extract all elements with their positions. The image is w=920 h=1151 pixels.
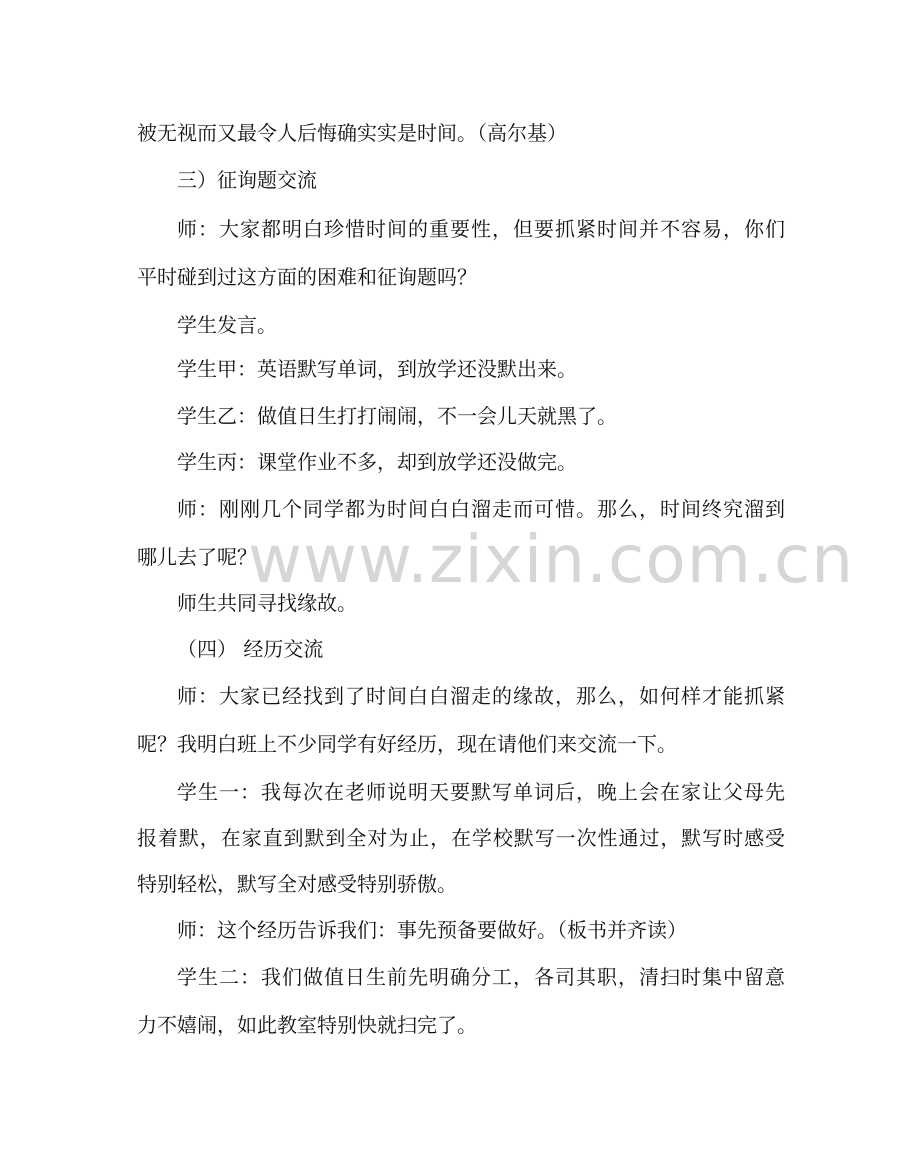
text-line: 学生发言。 [177, 313, 277, 337]
text-line: 师：大家已经找到了时间白白溜走的缘故，那么，如何样才能抓紧 [177, 684, 785, 708]
text-line: 报着默，在家直到默到全对为止，在学校默写一次性通过，默写时感受 [137, 826, 785, 850]
text-line: 被无视而又最令人后悔确实实是时间。（高尔基） [137, 121, 567, 145]
text-line: 力不嬉闹，如此教室特别快就扫完了。 [137, 1013, 477, 1037]
text-line: 学生二：我们做值日生前先明确分工，各司其职，清扫时集中留意 [177, 965, 785, 989]
text-line: 哪儿去了呢？ [137, 545, 257, 569]
text-line: 师：这个经历告诉我们：事先预备要做好。（板书并齐读） [177, 918, 687, 942]
text-line: 特别轻松，默写全对感受特别骄傲。 [137, 872, 457, 896]
text-line: 师生共同寻找缘故。 [177, 591, 357, 615]
text-line: 学生一：我每次在老师说明天要默写单词后，晚上会在家让父母先 [177, 780, 785, 804]
section-heading: （四） 经历交流 [177, 637, 324, 661]
text-line: 平时碰到过这方面的困难和征询题吗？ [137, 265, 477, 289]
text-line: 师：刚刚几个同学都为时间白白溜走而可惜。那么，时间终究溜到 [177, 497, 785, 521]
text-line: 呢？我明白班上不少同学有好经历，现在请他们来交流一下。 [137, 732, 677, 756]
text-line: 师：大家都明白珍惜时间的重要性，但要抓紧时间并不容易，你们 [177, 217, 785, 241]
text-line: 学生丙：课堂作业不多，却到放学还没做完。 [177, 450, 577, 474]
watermark: www.zixin.com.cn [248, 521, 855, 598]
text-line: 学生甲：英语默写单词，到放学还没默出来。 [177, 357, 577, 381]
text-line: 学生乙：做值日生打打闹闹，不一会儿天就黑了。 [177, 404, 617, 428]
section-heading: 三）征询题交流 [177, 168, 317, 192]
